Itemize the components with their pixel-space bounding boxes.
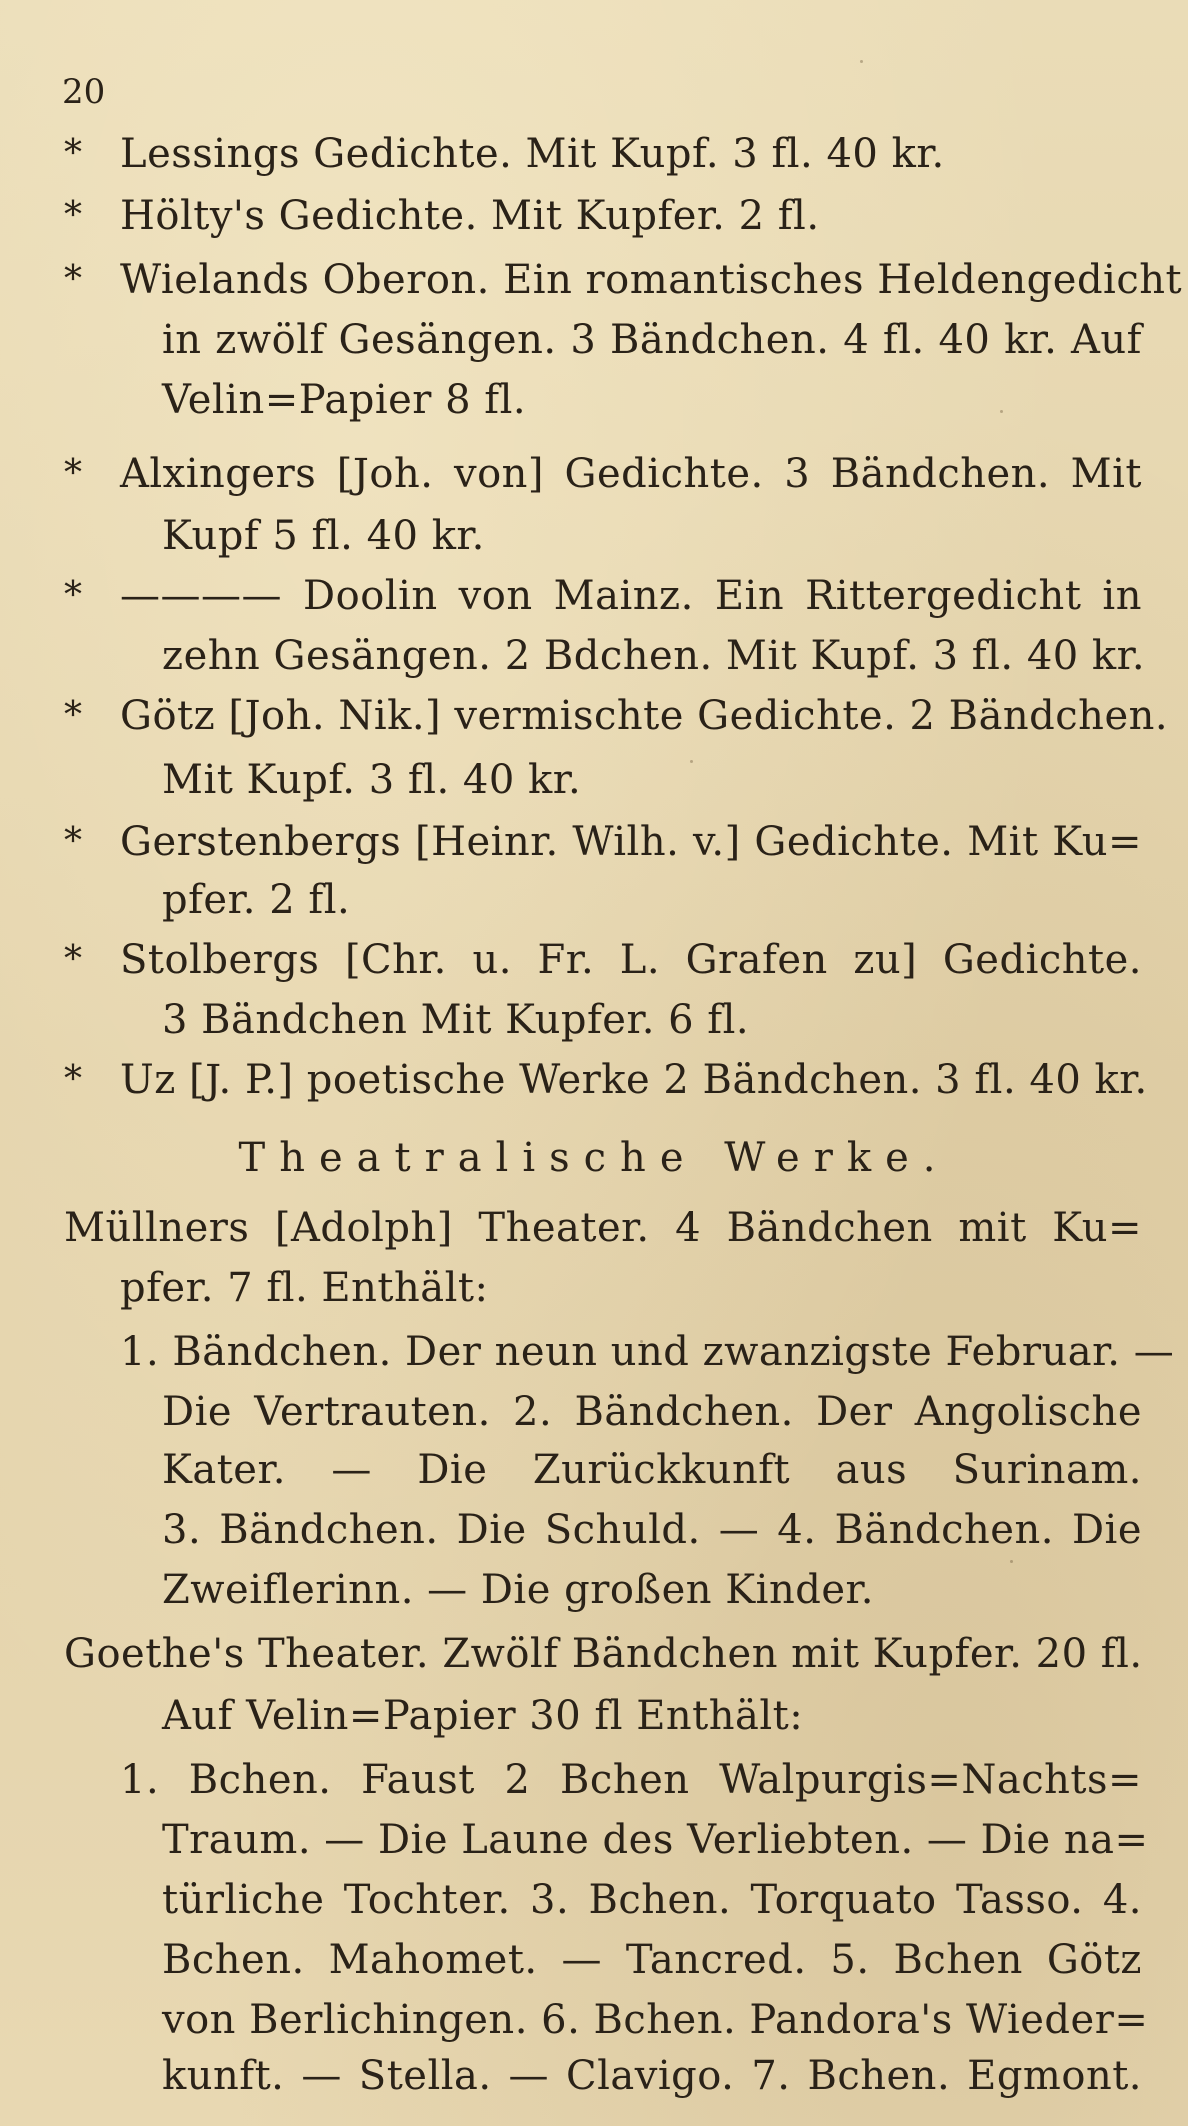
entry-muellner-line1: Müllners [Adolph] Theater. 4 Bändchen mit Ku= <box>64 1205 1142 1251</box>
goethe-contents-line1: 1. Bchen. Faust 2 Bchen Walpurgis=Nachts= <box>120 1757 1142 1803</box>
entry-star: * <box>64 195 82 236</box>
goethe-contents-line2: Traum. — Die Laune des Verliebten. — Die na= <box>162 1817 1149 1863</box>
entry-star: * <box>64 575 82 616</box>
entry-doolin-line2: zehn Gesängen. 2 Bdchen. Mit Kupf. 3 fl. 40 kr. <box>162 633 1146 679</box>
goethe-contents-line4: Bchen. Mahomet. — Tancred. 5. Bchen Götz <box>162 1937 1142 1983</box>
entry-stolberg-line2: 3 Bändchen Mit Kupfer. 6 fl. <box>162 997 750 1043</box>
entry-goetz-line2: Mit Kupf. 3 fl. 40 kr. <box>162 757 582 803</box>
muellner-contents-line4: 3. Bändchen. Die Schuld. — 4. Bändchen. Die <box>162 1507 1142 1553</box>
entry-doolin-line1: ———— Doolin von Mainz. Ein Rittergedicht in <box>120 573 1142 619</box>
paper-speck <box>860 60 863 63</box>
entry-gerstenberg-line2: pfer. 2 fl. <box>162 877 351 923</box>
entry-alxinger-line2: Kupf 5 fl. 40 kr. <box>162 513 485 559</box>
entry-goethe-line2: Auf Velin=Papier 30 fl Enthält: <box>162 1693 804 1739</box>
paper-speck <box>1010 1560 1013 1563</box>
entry-alxinger-line1: Alxingers [Joh. von] Gedichte. 3 Bändchen. Mit <box>120 451 1142 497</box>
entry-muellner-line2: pfer. 7 fl. Enthält: <box>120 1265 489 1311</box>
page-number: 20 <box>62 72 106 112</box>
entry-star: * <box>64 453 82 494</box>
entry-wieland-line1: Wielands Oberon. Ein romantisches Heldengedicht <box>120 257 1183 303</box>
muellner-contents-line2: Die Vertrauten. 2. Bändchen. Der Angolische <box>162 1389 1142 1435</box>
section-heading: Theatralische Werke. <box>238 1135 950 1181</box>
muellner-contents-line5: Zweiflerinn. — Die großen Kinder. <box>162 1567 874 1613</box>
entry-star: * <box>64 939 82 980</box>
paper-speck <box>1000 410 1003 413</box>
muellner-contents-line3: Kater. — Die Zurückkunft aus Surinam. <box>162 1447 1142 1493</box>
entry-goetz-line1: Götz [Joh. Nik.] vermischte Gedichte. 2 Bändchen. <box>120 693 1169 739</box>
goethe-contents-line5: von Berlichingen. 6. Bchen. Pandora's Wieder= <box>162 1997 1149 2043</box>
entry-wieland-line3: Velin=Papier 8 fl. <box>162 377 527 423</box>
goethe-contents-line3: türliche Tochter. 3. Bchen. Torquato Tasso. 4. <box>162 1877 1142 1923</box>
entry-star: * <box>64 133 82 174</box>
entry-wieland-line2: in zwölf Gesängen. 3 Bändchen. 4 fl. 40 kr. Auf <box>162 317 1142 363</box>
entry-stolberg-line1: Stolbergs [Chr. u. Fr. L. Grafen zu] Gedichte. <box>120 937 1142 983</box>
paper-speck <box>690 760 693 763</box>
goethe-contents-line6: kunft. — Stella. — Clavigo. 7. Bchen. Egmont. <box>162 2053 1142 2099</box>
entry-lessings: Lessings Gedichte. Mit Kupf. 3 fl. 40 kr. <box>120 131 945 177</box>
entry-gerstenberg-line1: Gerstenbergs [Heinr. Wilh. v.] Gedichte. Mit Ku= <box>120 819 1142 865</box>
entry-star: * <box>64 1059 82 1100</box>
muellner-contents-line1: 1. Bändchen. Der neun und zwanzigste Februar. — <box>120 1329 1175 1375</box>
entry-star: * <box>64 695 82 736</box>
entry-goethe-line1: Goethe's Theater. Zwölf Bändchen mit Kupfer. 20 fl. <box>64 1631 1143 1677</box>
entry-star: * <box>64 259 82 300</box>
entry-uz: Uz [J. P.] poetische Werke 2 Bändchen. 3 fl. 40 kr. <box>120 1057 1148 1103</box>
entry-hoelty: Hölty's Gedichte. Mit Kupfer. 2 fl. <box>120 193 820 239</box>
paper-speck <box>640 1340 643 1343</box>
entry-star: * <box>64 821 82 862</box>
